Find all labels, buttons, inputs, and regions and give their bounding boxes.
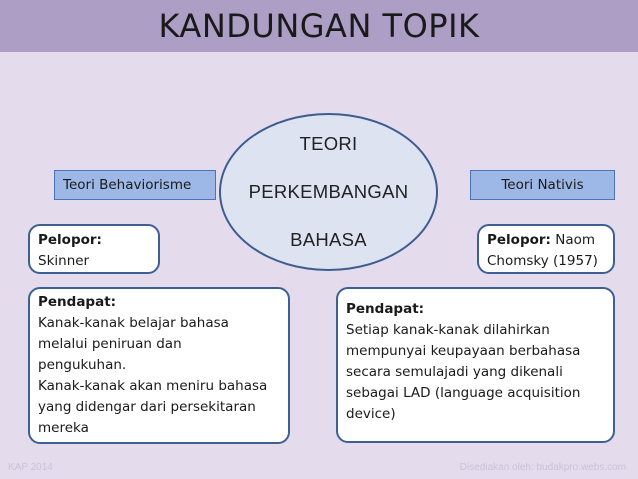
pelopor-heading-right: Pelopor: (487, 232, 551, 248)
pendapat-card-left (28, 287, 290, 444)
footer-right-text: Disediakan oleh: budakpro.webs.com (459, 462, 626, 473)
pendapat-line-right: secara semulajadi yang dikenali (346, 364, 563, 380)
pendapat-line-left: Kanak-kanak belajar bahasa (38, 315, 229, 331)
pendapat-heading-left: Pendapat: (38, 294, 117, 310)
pelopor-line-1-right (487, 230, 605, 251)
pelopor-value-right-2: Chomsky (1957) (487, 253, 598, 269)
pelopor-card-right (477, 224, 615, 274)
pendapat-line-right: sebagai LAD (language acquisition (346, 385, 581, 401)
pendapat-line-right: device) (346, 406, 396, 422)
pelopor-value-right-1: Naom (550, 232, 596, 248)
central-topic-line-1: TEORI (299, 133, 358, 154)
pelopor-heading-left: Pelopor: (38, 232, 102, 248)
page-title: KANDUNGAN TOPIK (158, 7, 480, 45)
pendapat-line-left: mereka (38, 420, 89, 436)
central-topic-line-3: BAHASA (290, 229, 367, 250)
central-topic-text (249, 108, 409, 276)
pendapat-line-right: mempunyai keupayaan berbahasa (346, 343, 581, 359)
pendapat-line-left: Kanak-kanak akan meniru bahasa (38, 378, 268, 394)
central-topic-ellipse (219, 113, 438, 271)
pendapat-line-left: pengukuhan. (38, 357, 127, 373)
pelopor-card-left (28, 224, 160, 274)
label-teori-nativis: Teori Nativis (470, 170, 615, 200)
label-teori-behaviorisme: Teori Behaviorisme (54, 170, 216, 200)
pendapat-line-left: yang didengar dari persekitaran (38, 399, 256, 415)
pendapat-line-right: Setiap kanak-kanak dilahirkan (346, 322, 550, 338)
central-topic-line-2: PERKEMBANGAN (248, 181, 409, 202)
pendapat-heading-right: Pendapat: (346, 301, 425, 317)
pendapat-line-left: melalui peniruan dan (38, 336, 182, 352)
pelopor-value-left: Skinner (38, 253, 90, 269)
pendapat-card-right (336, 287, 615, 443)
footer-left-text: KAP 2014 (8, 462, 53, 473)
